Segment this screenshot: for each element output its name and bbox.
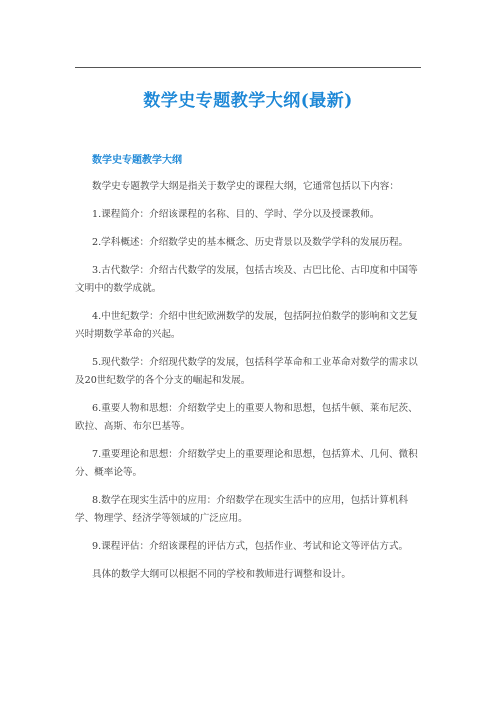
- paragraph-6: 6.重要人物和思想：介绍数学史上的重要人物和思想，包括牛顿、莱布尼茨、欧拉、高斯、布尔巴基等。: [75, 403, 418, 432]
- paragraph-9: 9.课程评估：介绍该课程的评估方式，包括作业、考试和论文等评估方式。: [92, 541, 409, 552]
- paragraph-8: 8.数学在现实生活中的应用：介绍数学在现实生活中的应用，包括计算机科学、物理学、经济学等领域的广泛应用。: [75, 495, 409, 524]
- paragraph-4: 4.中世纪数学：介绍中世纪欧洲数学的发展，包括阿拉伯数学的影响和文艺复兴时期数学革命的兴起。: [75, 311, 418, 340]
- paragraph-7: 7.重要理论和思想：介绍数学史上的重要理论和思想，包括算术、几何、微积分、概率论等。: [75, 449, 418, 478]
- document-title: 数学史专题教学大纲(最新): [143, 91, 353, 111]
- paragraph-1: 1.课程简介：介绍该课程的名称、目的、学时、学分以及授课教师。: [92, 209, 380, 220]
- paragraph-2: 2.学科概述：介绍数学史的基本概念、历史背景以及数学学科的发展历程。: [92, 237, 409, 248]
- paragraph-5: 5.现代数学：介绍现代数学的发展，包括科学革命和工业革命对数学的需求以及20世纪数学的各个分支的崛起和发展。: [75, 357, 418, 386]
- intro-paragraph: 数学史专题教学大纲是指关于数学史的课程大纲，它通常包括以下内容：: [92, 181, 399, 192]
- section-heading: 数学史专题教学大纲: [92, 155, 182, 166]
- closing-paragraph: 具体的数学大纲可以根据不同的学校和教师进行调整和设计。: [92, 569, 352, 580]
- header-rule: [75, 67, 421, 68]
- paragraph-3: 3.古代数学：介绍古代数学的发展，包括古埃及、古巴比伦、古印度和中国等文明中的数学成就。: [75, 265, 418, 294]
